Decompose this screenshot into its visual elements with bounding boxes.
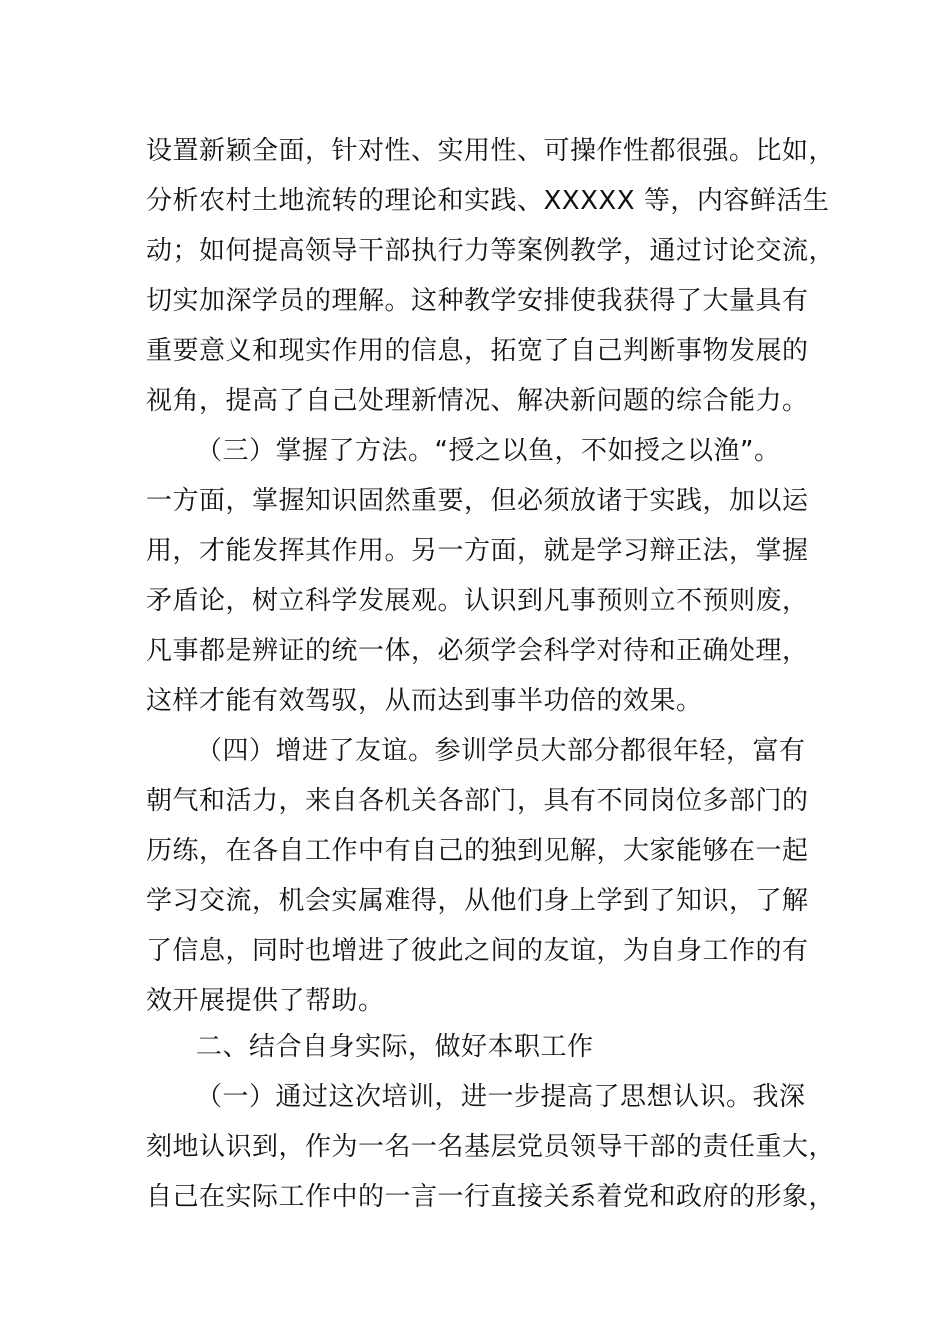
text-line: 一方面，掌握知识固然重要，但必须放诸于实践，加以运 xyxy=(146,486,809,516)
text-line: 这样才能有效驾驭，从而达到事半功倍的效果。 xyxy=(146,686,703,716)
section-heading-1: （一）通过这次培训，进一步提高了思想认识。我深 xyxy=(196,1082,806,1112)
text-line: 视角，提高了自己处理新情况、解决新问题的综合能力。 xyxy=(146,386,809,416)
text-line: 设置新颖全面，针对性、实用性、可操作性都很强。比如， xyxy=(146,136,836,166)
text-line: 重要意义和现实作用的信息，拓宽了自己判断事物发展的 xyxy=(146,336,809,366)
text-line: 切实加深学员的理解。这种教学安排使我获得了大量具有 xyxy=(146,286,809,316)
text-line: 分析农村土地流转的理论和实践、XXXXX 等，内容鲜活生 xyxy=(146,186,830,216)
text-line: 了信息，同时也增进了彼此之间的友谊，为自身工作的有 xyxy=(146,936,809,966)
text-line: 用，才能发挥其作用。另一方面，就是学习辩正法，掌握 xyxy=(146,536,809,566)
text-line: 效开展提供了帮助。 xyxy=(146,986,385,1016)
text-line: 矛盾论，树立科学发展观。认识到凡事预则立不预则废， xyxy=(146,586,809,616)
text-line: 朝气和活力，来自各机关各部门，具有不同岗位多部门的 xyxy=(146,786,809,816)
text-line: 自己在实际工作中的一言一行直接关系着党和政府的形象， xyxy=(146,1182,836,1212)
section-heading-4: （四）增进了友谊。参训学员大部分都很年轻，富有 xyxy=(196,736,806,766)
section-heading-3: （三）掌握了方法。“授之以鱼，不如授之以渔”。 xyxy=(196,436,781,466)
text-line: 动；如何提高领导干部执行力等案例教学，通过讨论交流， xyxy=(146,236,836,266)
text-line: 历练，在各自工作中有自己的独到见解，大家能够在一起 xyxy=(146,836,809,866)
text-line: 刻地认识到，作为一名一名基层党员领导干部的责任重大， xyxy=(146,1132,836,1162)
chapter-heading-2: 二、结合自身实际，做好本职工作 xyxy=(196,1032,594,1062)
text-line: 学习交流，机会实属难得，从他们身上学到了知识，了解 xyxy=(146,886,809,916)
text-line: 凡事都是辨证的统一体，必须学会科学对待和正确处理， xyxy=(146,636,809,666)
